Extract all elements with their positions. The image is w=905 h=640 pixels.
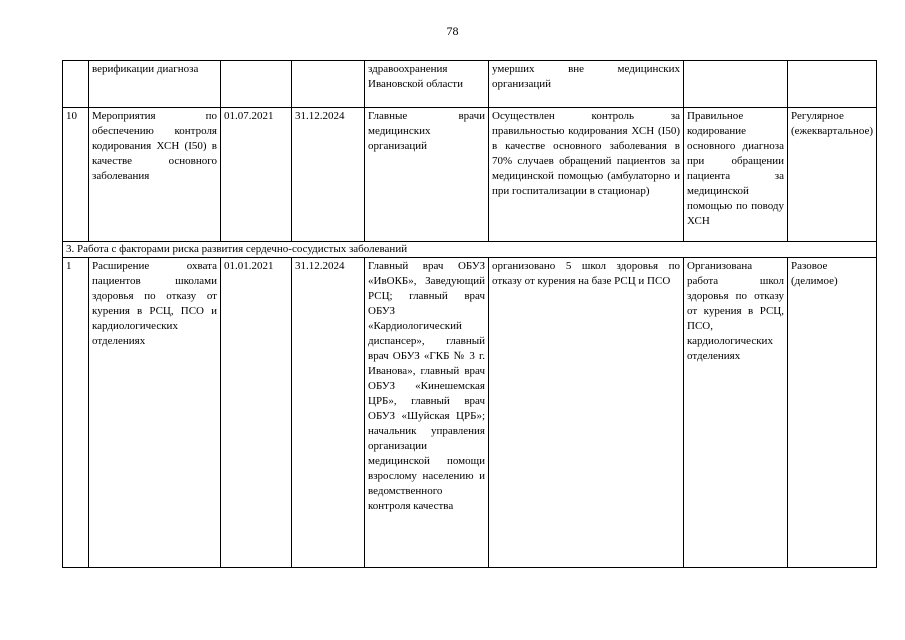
cell-responsible: здравоохранения Ивановской области bbox=[365, 61, 489, 108]
cell-end-date: 31.12.2024 bbox=[292, 258, 365, 568]
cell-name: Расширение охвата пациентов школами здоровья по отказу от курения в РСЦ, ПСО и кардиологических отделениях bbox=[89, 258, 221, 568]
section-3-title: 3. Работа с факторами риска развития сердечно-сосудистых заболеваний bbox=[63, 242, 877, 258]
cell-start-date: 01.07.2021 bbox=[221, 108, 292, 242]
cell-periodicity bbox=[788, 61, 877, 108]
cell-start-date bbox=[221, 61, 292, 108]
cell-indicator: Правильное кодирование основного диагноза при обращении пациента за медицинской помощью по поводу ХСН bbox=[684, 108, 788, 242]
cell-name: верификации диагноза bbox=[89, 61, 221, 108]
table-row-s3-1 bbox=[63, 258, 877, 568]
cell-start-date: 01.01.2021 bbox=[221, 258, 292, 568]
cell-indicator bbox=[684, 61, 788, 108]
cell-end-date bbox=[292, 61, 365, 108]
cell-name: Мероприятия по обеспечению контроля кодирования ХСН (I50) в качестве основного заболевания bbox=[89, 108, 221, 242]
table-row-continuation bbox=[63, 61, 877, 108]
cell-responsible: Главный врач ОБУЗ «ИвОКБ», Заведующий РСЦ; главный врач ОБУЗ «Кардиологический диспансер», главный врач ОБУЗ «ГКБ № 3 г. Иванова», главный врач ОБУЗ «Кинешемская ЦРБ», главный врач ОБУЗ «Шуйская ЦРБ»; начальник управления организации медицинской помощи взрослому населению и ведомственного контроля качества bbox=[365, 258, 489, 568]
cell-result: Осуществлен контроль за правильностью кодирования ХСН (I50) в качестве основного заболевания в 70% случаев обращений пациентов за медицинской помощью (амбулаторно и при госпитализации в стационар) bbox=[489, 108, 684, 242]
cell-result: организовано 5 школ здоровья по отказу от курения на базе РСЦ и ПСО bbox=[489, 258, 684, 568]
cell-end-date: 31.12.2024 bbox=[292, 108, 365, 242]
measures-table bbox=[62, 60, 877, 568]
cell-num bbox=[63, 61, 89, 108]
cell-num: 1 bbox=[63, 258, 89, 568]
page-number: 78 bbox=[446, 24, 459, 38]
cell-result: умерших вне медицинских организаций bbox=[489, 61, 684, 108]
table-row-10 bbox=[63, 108, 877, 242]
cell-indicator: Организована работа школ здоровья по отказу от курения в РСЦ, ПСО, кардиологических отделениях bbox=[684, 258, 788, 568]
cell-responsible: Главные врачи медицинских организаций bbox=[365, 108, 489, 242]
cell-periodicity: Регулярное (ежеквартальное) bbox=[788, 108, 877, 242]
cell-periodicity: Разовое (делимое) bbox=[788, 258, 877, 568]
section-header-row bbox=[63, 242, 877, 258]
cell-num: 10 bbox=[63, 108, 89, 242]
